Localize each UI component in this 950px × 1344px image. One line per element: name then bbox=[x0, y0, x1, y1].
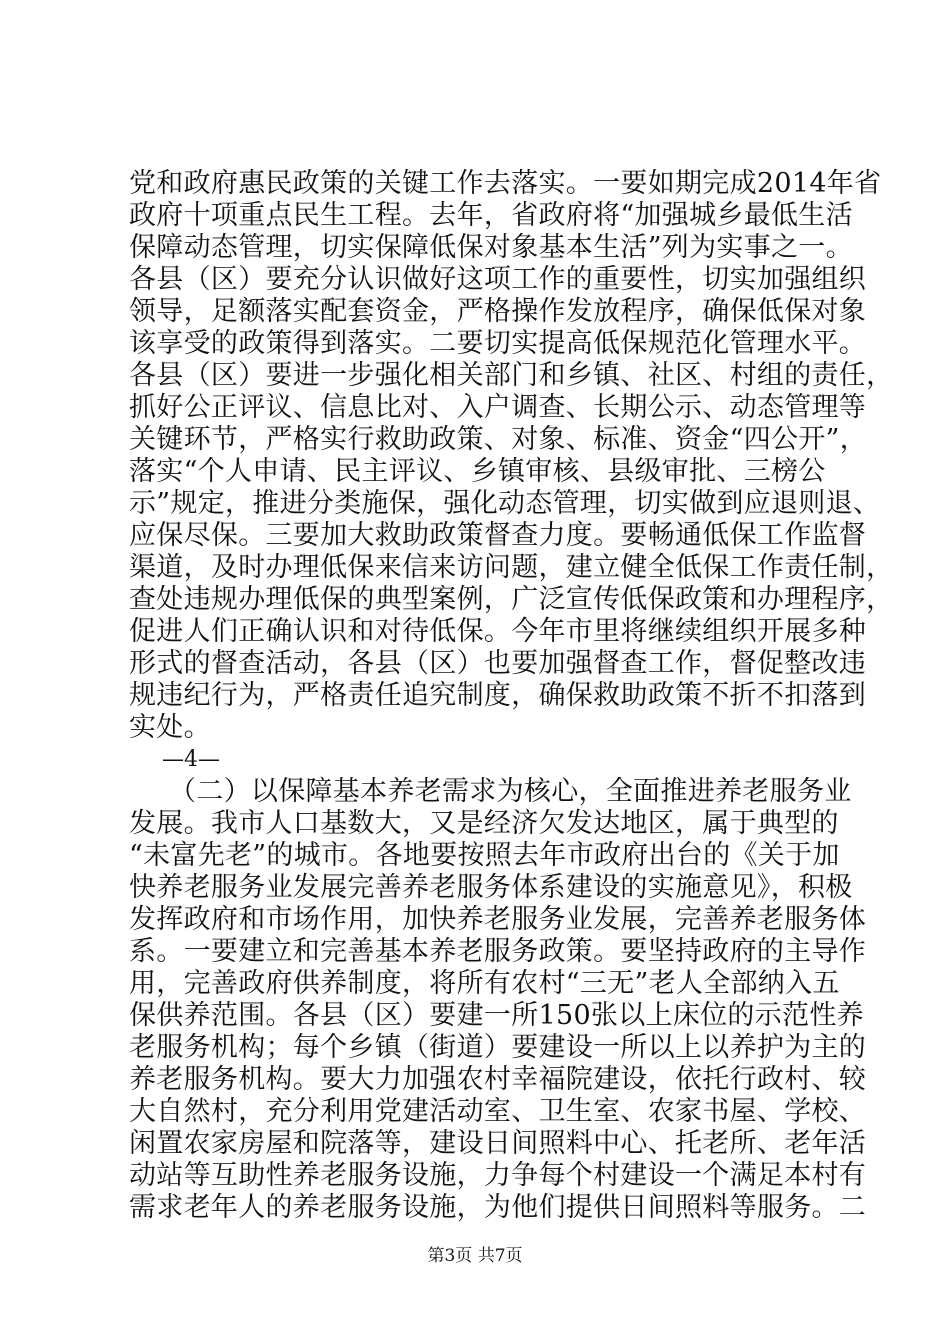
text-line: 养老服务机构。要大力加强农村幸福院建设，依托行政村、较 bbox=[129, 1064, 867, 1095]
text-line: 系。一要建立和完善基本养老服务政策。要坚持政府的主导作 bbox=[129, 936, 867, 967]
inner-page-marker: —4— bbox=[162, 747, 220, 772]
text-line: 保障动态管理，切实保障低保对象基本生活”列为实事之一。 bbox=[129, 232, 853, 263]
text-line: 应保尽保。三要加大救助政策督查力度。要畅通低保工作监督 bbox=[129, 520, 867, 551]
text-line: 政府十项重点民生工程。去年，省政府将“加强城乡最低生活 bbox=[129, 200, 853, 231]
text-line: 发挥政府和市场作用，加快养老服务业发展，完善养老服务体 bbox=[129, 904, 867, 935]
text-line: 党和政府惠民政策的关键工作去落实。一要如期完成2014年省 bbox=[129, 168, 882, 199]
text-line: 示”规定，推进分类施保，强化动态管理，切实做到应退则退、 bbox=[129, 488, 881, 519]
text-line: 老服务机构；每个乡镇（街道）要建设一所以上以养护为主的 bbox=[129, 1032, 867, 1063]
text-line: 形式的督查活动，各县（区）也要加强督查工作，督促整改违 bbox=[129, 648, 867, 679]
text-line: （二）以保障基本养老需求为核心，全面推进养老服务业 bbox=[169, 776, 852, 807]
text-line: “未富先老”的城市。各地要按照去年市政府出台的《关于加 bbox=[129, 840, 840, 871]
text-line: 各县（区）要充分认识做好这项工作的重要性，切实加强组织 bbox=[129, 264, 867, 295]
text-line: 实处。 bbox=[129, 712, 211, 743]
text-line: 规违纪行为，严格责任追究制度，确保救助政策不折不扣落到 bbox=[129, 680, 867, 711]
text-line: 关键环节，严格实行救助政策、对象、标准、资金“四公开”， bbox=[129, 424, 868, 455]
text-line: 各县（区）要进一步强化相关部门和乡镇、社区、村组的责任， bbox=[129, 360, 894, 391]
text-line: 需求老年人的养老服务设施，为他们提供日间照料等服务。二 bbox=[129, 1192, 867, 1223]
text-line: 抓好公正评议、信息比对、入户调查、长期公示、动态管理等 bbox=[129, 392, 867, 423]
text-line: 查处违规办理低保的典型案例，广泛宣传低保政策和办理程序， bbox=[129, 584, 894, 615]
page-footer: 第3页 共7页 bbox=[427, 1246, 523, 1266]
text-line: 发展。我市人口基数大，又是经济欠发达地区，属于典型的 bbox=[129, 808, 839, 839]
text-line: 动站等互助性养老服务设施，力争每个村建设一个满足本村有 bbox=[129, 1160, 867, 1191]
text-line: 领导，足额落实配套资金，严格操作发放程序，确保低保对象 bbox=[129, 296, 867, 327]
text-line: 保供养范围。各县（区）要建一所150张以上床位的示范性养 bbox=[129, 1000, 864, 1031]
text-line: 落实“个人申请、民主评议、乡镇审核、县级审批、三榜公 bbox=[129, 456, 826, 487]
document-body bbox=[129, 168, 894, 1224]
text-line: 用，完善政府供养制度，将所有农村“三无”老人全部纳入五 bbox=[129, 968, 840, 999]
text-line: 快养老服务业发展完善养老服务体系建设的实施意见》，积极 bbox=[129, 872, 853, 903]
text-line: 该享受的政策得到落实。二要切实提高低保规范化管理水平。 bbox=[129, 328, 867, 359]
text-line: 渠道，及时办理低保来信来访问题，建立健全低保工作责任制， bbox=[129, 552, 894, 583]
text-line: 闲置农家房屋和院落等，建设日间照料中心、托老所、老年活 bbox=[129, 1128, 867, 1159]
text-line: 大自然村，充分利用党建活动室、卫生室、农家书屋、学校、 bbox=[129, 1096, 867, 1127]
text-line: 促进人们正确认识和对待低保。今年市里将继续组织开展多种 bbox=[129, 616, 867, 647]
